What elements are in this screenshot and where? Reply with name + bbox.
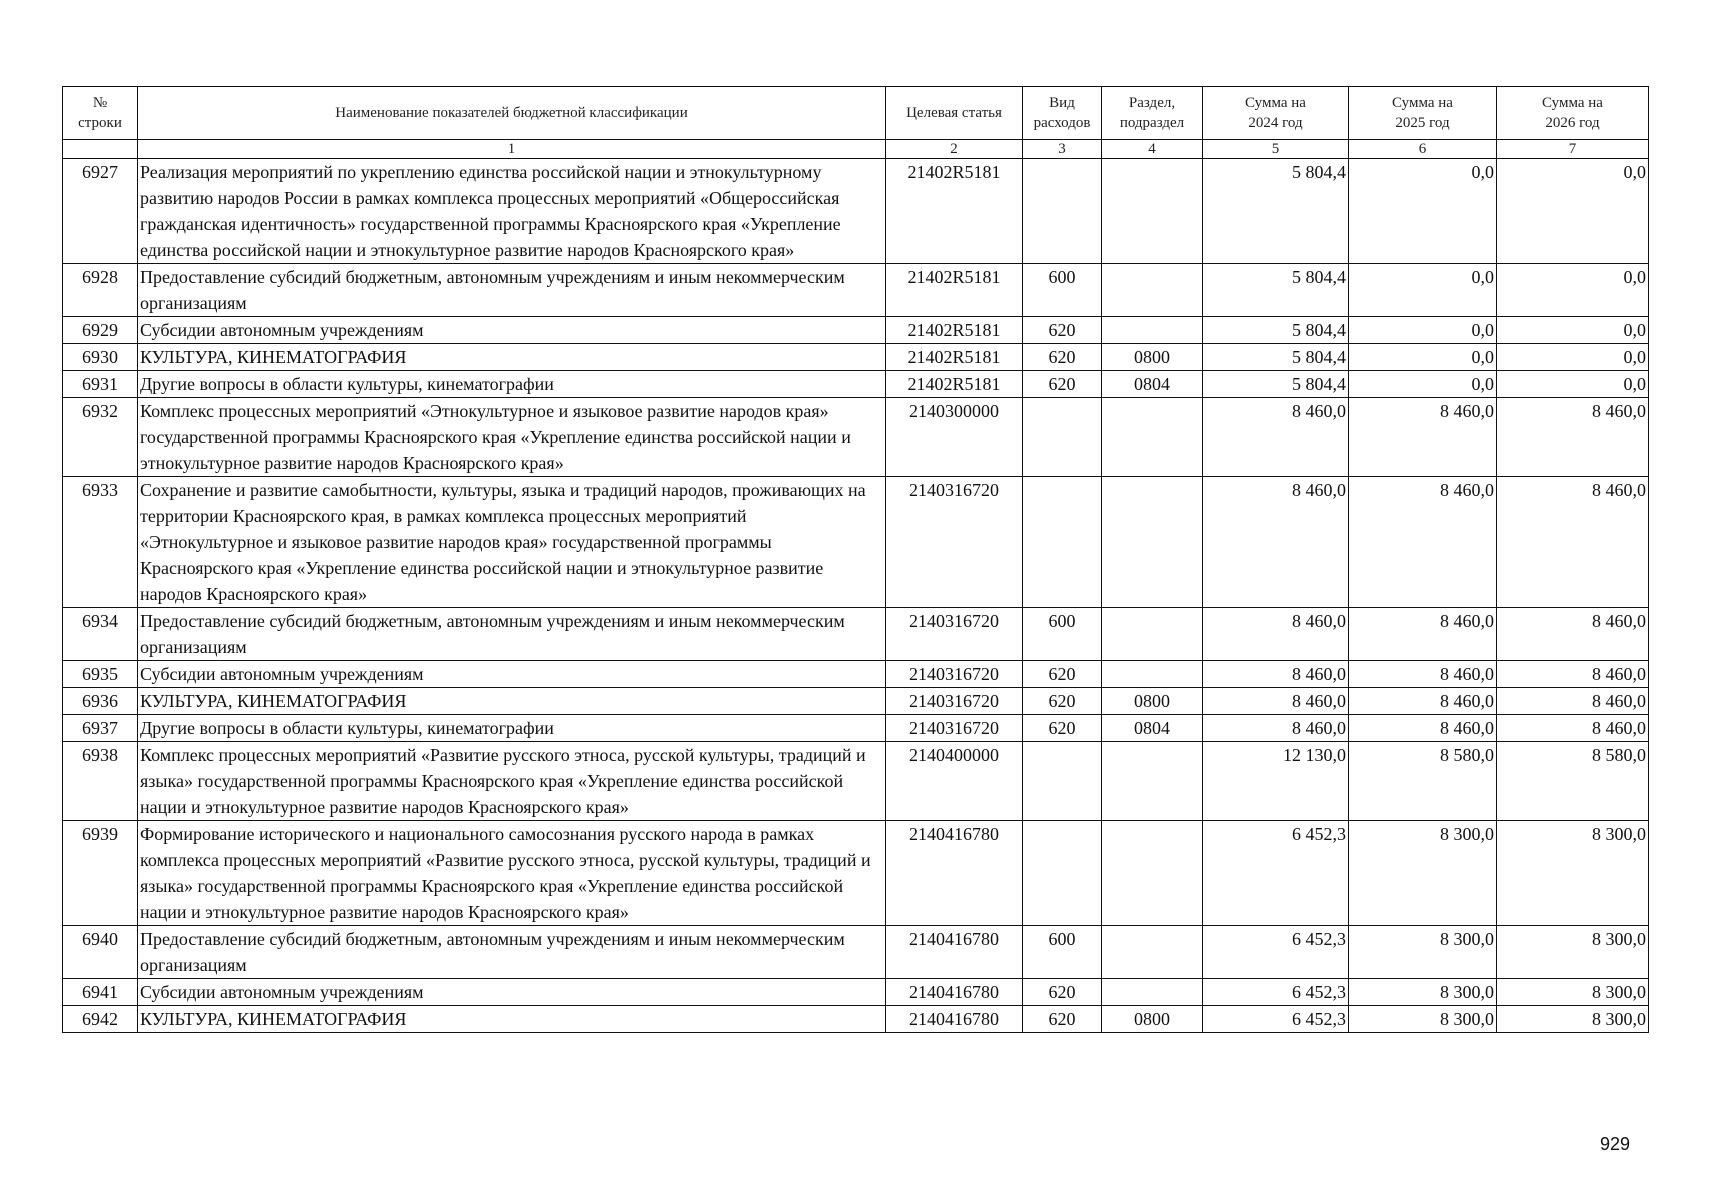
row-expense-type: 620 xyxy=(1023,344,1102,371)
row-section-code: 0800 xyxy=(1102,688,1203,715)
row-sum-2025: 8 300,0 xyxy=(1349,979,1497,1006)
row-sum-2026: 8 460,0 xyxy=(1497,398,1649,477)
table-row xyxy=(63,742,1649,821)
row-section-code xyxy=(1102,926,1203,979)
table-header xyxy=(63,87,1649,159)
row-expense-type xyxy=(1023,742,1102,821)
column-number: 4 xyxy=(1102,140,1203,159)
row-number: 6936 xyxy=(63,688,138,715)
row-number: 6931 xyxy=(63,371,138,398)
row-number: 6935 xyxy=(63,661,138,688)
row-target-code: 21402R5181 xyxy=(886,159,1023,264)
row-section-code: 0804 xyxy=(1102,371,1203,398)
row-section-code xyxy=(1102,608,1203,661)
page-number: 929 xyxy=(1600,1134,1631,1154)
header-section: Раздел, подраздел xyxy=(1102,87,1203,140)
row-sum-2025: 8 460,0 xyxy=(1349,398,1497,477)
row-sum-2025: 8 460,0 xyxy=(1349,661,1497,688)
row-sum-2026: 8 300,0 xyxy=(1497,821,1649,926)
row-section-code xyxy=(1102,159,1203,264)
row-sum-2024: 5 804,4 xyxy=(1203,264,1349,317)
row-target-code: 2140416780 xyxy=(886,1006,1023,1033)
row-name: КУЛЬТУРА, КИНЕМАТОГРАФИЯ xyxy=(138,688,886,715)
row-section-code xyxy=(1102,477,1203,608)
row-sum-2024: 6 452,3 xyxy=(1203,926,1349,979)
row-expense-type: 600 xyxy=(1023,264,1102,317)
table-row xyxy=(63,317,1649,344)
budget-table-sheet xyxy=(62,86,1648,1033)
row-target-code: 2140300000 xyxy=(886,398,1023,477)
row-sum-2025: 8 460,0 xyxy=(1349,477,1497,608)
row-target-code: 2140416780 xyxy=(886,926,1023,979)
row-number: 6927 xyxy=(63,159,138,264)
row-sum-2025: 8 300,0 xyxy=(1349,926,1497,979)
column-number: 3 xyxy=(1023,140,1102,159)
row-section-code xyxy=(1102,661,1203,688)
row-sum-2025: 8 460,0 xyxy=(1349,688,1497,715)
row-sum-2024: 8 460,0 xyxy=(1203,398,1349,477)
column-number: 6 xyxy=(1349,140,1497,159)
row-expense-type: 620 xyxy=(1023,661,1102,688)
row-expense-type: 600 xyxy=(1023,926,1102,979)
row-name: Предоставление субсидий бюджетным, автономным учреждениям и иным некоммерческим организациям xyxy=(138,608,886,661)
row-sum-2024: 5 804,4 xyxy=(1203,344,1349,371)
header-type: Вид расходов xyxy=(1023,87,1102,140)
table-row xyxy=(63,979,1649,1006)
table-row xyxy=(63,1006,1649,1033)
row-expense-type xyxy=(1023,159,1102,264)
table-row xyxy=(63,661,1649,688)
row-sum-2024: 8 460,0 xyxy=(1203,715,1349,742)
row-name: Комплекс процессных мероприятий «Этнокультурное и языковое развитие народов края» государственной программы Красноярского края «Укрепление единства российской нации и этнокультурное развитие народов Красноярского края» xyxy=(138,398,886,477)
row-number: 6938 xyxy=(63,742,138,821)
table-body xyxy=(63,159,1649,1033)
row-target-code: 2140316720 xyxy=(886,661,1023,688)
header-sum-2024: Сумма на 2024 год xyxy=(1203,87,1349,140)
row-section-code xyxy=(1102,398,1203,477)
header-name: Наименование показателей бюджетной классификации xyxy=(138,87,886,140)
row-number: 6930 xyxy=(63,344,138,371)
table-row xyxy=(63,688,1649,715)
row-sum-2025: 8 300,0 xyxy=(1349,1006,1497,1033)
row-sum-2025: 0,0 xyxy=(1349,344,1497,371)
row-expense-type xyxy=(1023,821,1102,926)
table-row xyxy=(63,926,1649,979)
row-sum-2025: 0,0 xyxy=(1349,159,1497,264)
row-sum-2024: 6 452,3 xyxy=(1203,821,1349,926)
row-expense-type xyxy=(1023,477,1102,608)
table-row xyxy=(63,821,1649,926)
row-sum-2025: 8 580,0 xyxy=(1349,742,1497,821)
row-sum-2024: 5 804,4 xyxy=(1203,371,1349,398)
row-name: Субсидии автономным учреждениям xyxy=(138,317,886,344)
row-sum-2026: 8 300,0 xyxy=(1497,1006,1649,1033)
row-section-code: 0800 xyxy=(1102,344,1203,371)
row-sum-2024: 8 460,0 xyxy=(1203,661,1349,688)
row-sum-2026: 8 460,0 xyxy=(1497,477,1649,608)
row-number: 6942 xyxy=(63,1006,138,1033)
row-sum-2024: 6 452,3 xyxy=(1203,979,1349,1006)
column-number xyxy=(63,140,138,159)
row-target-code: 21402R5181 xyxy=(886,344,1023,371)
row-number: 6932 xyxy=(63,398,138,477)
row-section-code: 0800 xyxy=(1102,1006,1203,1033)
row-sum-2026: 0,0 xyxy=(1497,159,1649,264)
column-number: 7 xyxy=(1497,140,1649,159)
row-name: Предоставление субсидий бюджетным, автономным учреждениям и иным некоммерческим организациям xyxy=(138,926,886,979)
row-section-code xyxy=(1102,742,1203,821)
row-target-code: 2140316720 xyxy=(886,715,1023,742)
header-row-no: № строки xyxy=(63,87,138,140)
row-sum-2026: 8 580,0 xyxy=(1497,742,1649,821)
row-expense-type: 620 xyxy=(1023,371,1102,398)
row-target-code: 2140316720 xyxy=(886,608,1023,661)
row-section-code xyxy=(1102,821,1203,926)
column-numbers-row xyxy=(63,140,1649,159)
row-sum-2025: 8 300,0 xyxy=(1349,821,1497,926)
row-expense-type: 620 xyxy=(1023,1006,1102,1033)
row-sum-2024: 8 460,0 xyxy=(1203,477,1349,608)
row-number: 6933 xyxy=(63,477,138,608)
row-expense-type: 600 xyxy=(1023,608,1102,661)
row-sum-2025: 8 460,0 xyxy=(1349,608,1497,661)
row-sum-2024: 12 130,0 xyxy=(1203,742,1349,821)
row-number: 6937 xyxy=(63,715,138,742)
row-name: Формирование исторического и национального самосознания русского народа в рамках комплекса процессных мероприятий «Развитие русского этноса, русской культуры, традиций и языка» государственной программы Красноярского края «Укрепление единства российской нации и этнокультурное развитие народов Красноярского края» xyxy=(138,821,886,926)
row-target-code: 2140316720 xyxy=(886,688,1023,715)
table-row xyxy=(63,371,1649,398)
row-name: Субсидии автономным учреждениям xyxy=(138,979,886,1006)
row-sum-2025: 8 460,0 xyxy=(1349,715,1497,742)
column-number: 1 xyxy=(138,140,886,159)
row-number: 6928 xyxy=(63,264,138,317)
row-sum-2024: 8 460,0 xyxy=(1203,608,1349,661)
row-target-code: 2140316720 xyxy=(886,477,1023,608)
table-row xyxy=(63,398,1649,477)
row-name: Реализация мероприятий по укреплению единства российской нации и этнокультурному развитию народов России в рамках комплекса процессных мероприятий «Общероссийская гражданская идентичность» государственной программы Красноярского края «Укрепление единства российской нации и этнокультурное развитие народов Красноярского края» xyxy=(138,159,886,264)
row-sum-2025: 0,0 xyxy=(1349,371,1497,398)
row-sum-2025: 0,0 xyxy=(1349,264,1497,317)
row-sum-2026: 8 460,0 xyxy=(1497,608,1649,661)
table-row xyxy=(63,608,1649,661)
row-number: 6940 xyxy=(63,926,138,979)
row-section-code xyxy=(1102,264,1203,317)
row-target-code: 2140400000 xyxy=(886,742,1023,821)
row-name: Субсидии автономным учреждениям xyxy=(138,661,886,688)
header-sum-2026: Сумма на 2026 год xyxy=(1497,87,1649,140)
column-number: 5 xyxy=(1203,140,1349,159)
row-name: КУЛЬТУРА, КИНЕМАТОГРАФИЯ xyxy=(138,344,886,371)
row-sum-2026: 8 300,0 xyxy=(1497,926,1649,979)
row-sum-2026: 8 460,0 xyxy=(1497,715,1649,742)
row-target-code: 2140416780 xyxy=(886,821,1023,926)
row-target-code: 2140416780 xyxy=(886,979,1023,1006)
row-sum-2026: 0,0 xyxy=(1497,264,1649,317)
budget-table xyxy=(62,86,1649,1033)
row-number: 6941 xyxy=(63,979,138,1006)
row-sum-2026: 8 300,0 xyxy=(1497,979,1649,1006)
row-name: Сохранение и развитие самобытности, культуры, языка и традиций народов, проживающих на территории Красноярского края, в рамках комплекса процессных мероприятий «Этнокультурное и языковое развитие народов края» государственной программы Красноярского края «Укрепление единства российской нации и этнокультурное развитие народов Красноярского края» xyxy=(138,477,886,608)
row-sum-2024: 5 804,4 xyxy=(1203,317,1349,344)
row-sum-2024: 6 452,3 xyxy=(1203,1006,1349,1033)
table-row xyxy=(63,264,1649,317)
row-name: Другие вопросы в области культуры, кинематографии xyxy=(138,715,886,742)
row-sum-2026: 0,0 xyxy=(1497,344,1649,371)
row-section-code xyxy=(1102,317,1203,344)
row-name: Другие вопросы в области культуры, кинематографии xyxy=(138,371,886,398)
row-expense-type: 620 xyxy=(1023,688,1102,715)
row-expense-type: 620 xyxy=(1023,317,1102,344)
row-sum-2024: 8 460,0 xyxy=(1203,688,1349,715)
row-expense-type: 620 xyxy=(1023,715,1102,742)
row-section-code: 0804 xyxy=(1102,715,1203,742)
row-target-code: 21402R5181 xyxy=(886,371,1023,398)
row-section-code xyxy=(1102,979,1203,1006)
header-sum-2025: Сумма на 2025 год xyxy=(1349,87,1497,140)
row-number: 6939 xyxy=(63,821,138,926)
row-expense-type: 620 xyxy=(1023,979,1102,1006)
table-row xyxy=(63,715,1649,742)
row-number: 6929 xyxy=(63,317,138,344)
row-sum-2026: 0,0 xyxy=(1497,317,1649,344)
row-sum-2024: 5 804,4 xyxy=(1203,159,1349,264)
row-name: Предоставление субсидий бюджетным, автономным учреждениям и иным некоммерческим организациям xyxy=(138,264,886,317)
row-target-code: 21402R5181 xyxy=(886,317,1023,344)
row-sum-2025: 0,0 xyxy=(1349,317,1497,344)
column-number: 2 xyxy=(886,140,1023,159)
row-sum-2026: 0,0 xyxy=(1497,371,1649,398)
row-name: Комплекс процессных мероприятий «Развитие русского этноса, русской культуры, традиций и языка» государственной программы Красноярского края «Укрепление единства российской нации и этнокультурное развитие народов Красноярского края» xyxy=(138,742,886,821)
row-expense-type xyxy=(1023,398,1102,477)
row-sum-2026: 8 460,0 xyxy=(1497,688,1649,715)
row-name: КУЛЬТУРА, КИНЕМАТОГРАФИЯ xyxy=(138,1006,886,1033)
table-row xyxy=(63,159,1649,264)
row-number: 6934 xyxy=(63,608,138,661)
table-row xyxy=(63,477,1649,608)
table-row xyxy=(63,344,1649,371)
row-target-code: 21402R5181 xyxy=(886,264,1023,317)
row-sum-2026: 8 460,0 xyxy=(1497,661,1649,688)
header-target: Целевая статья xyxy=(886,87,1023,140)
